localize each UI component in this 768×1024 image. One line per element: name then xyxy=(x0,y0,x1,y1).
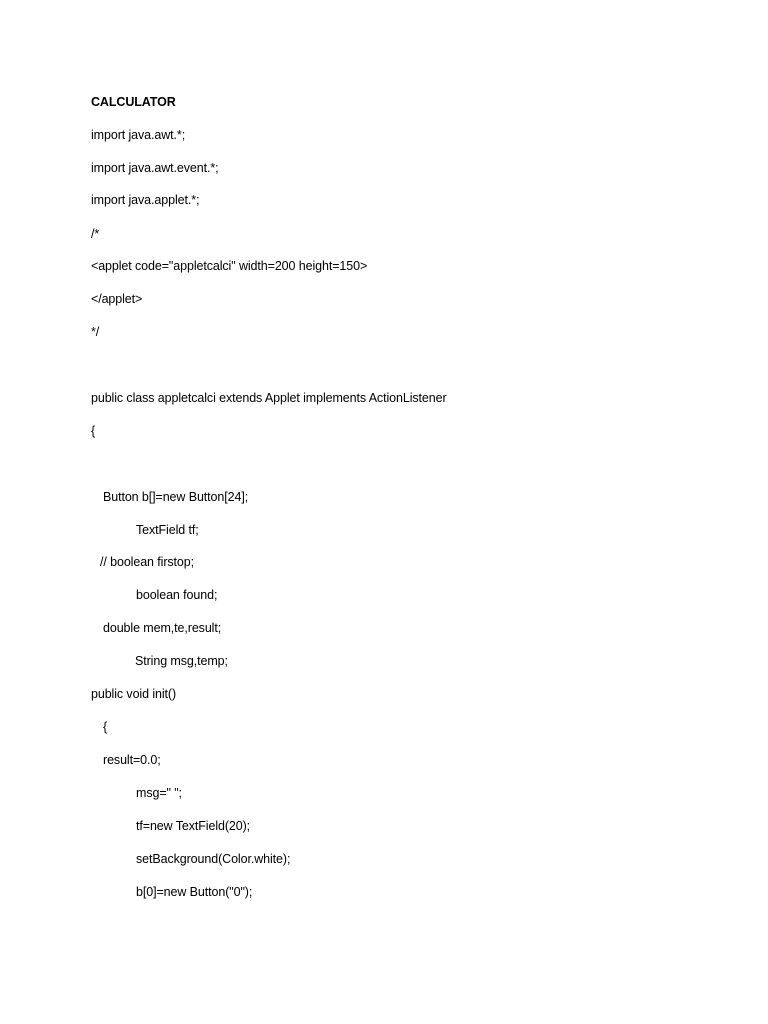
code-line: <applet code="appletcalci" width=200 height=150> xyxy=(91,259,368,273)
code-line: /* xyxy=(91,227,100,241)
code-line: String msg,temp; xyxy=(135,654,228,668)
code-line: msg=" "; xyxy=(136,786,182,800)
code-line: Button b[]=new Button[24]; xyxy=(103,490,249,504)
code-line: import java.awt.event.*; xyxy=(91,161,219,175)
code-line: tf=new TextField(20); xyxy=(136,819,251,833)
code-line: // boolean firstop; xyxy=(100,555,194,569)
code-line: { xyxy=(91,424,96,438)
code-line: */ xyxy=(91,325,100,339)
code-line: import java.awt.*; xyxy=(91,128,186,142)
code-line: b[0]=new Button("0"); xyxy=(136,885,253,899)
code-line: double mem,te,result; xyxy=(103,621,222,635)
code-line: boolean found; xyxy=(136,588,218,602)
code-line: result=0.0; xyxy=(103,753,161,767)
code-line: TextField tf; xyxy=(136,523,199,537)
code-line: { xyxy=(103,720,108,734)
code-line: import java.applet.*; xyxy=(91,193,200,207)
document-title: CALCULATOR xyxy=(91,95,176,109)
code-line: </applet> xyxy=(91,292,143,306)
code-line: public class appletcalci extends Applet implements ActionListener xyxy=(91,391,447,405)
code-line: setBackground(Color.white); xyxy=(136,852,291,866)
code-line: public void init() xyxy=(91,687,177,701)
